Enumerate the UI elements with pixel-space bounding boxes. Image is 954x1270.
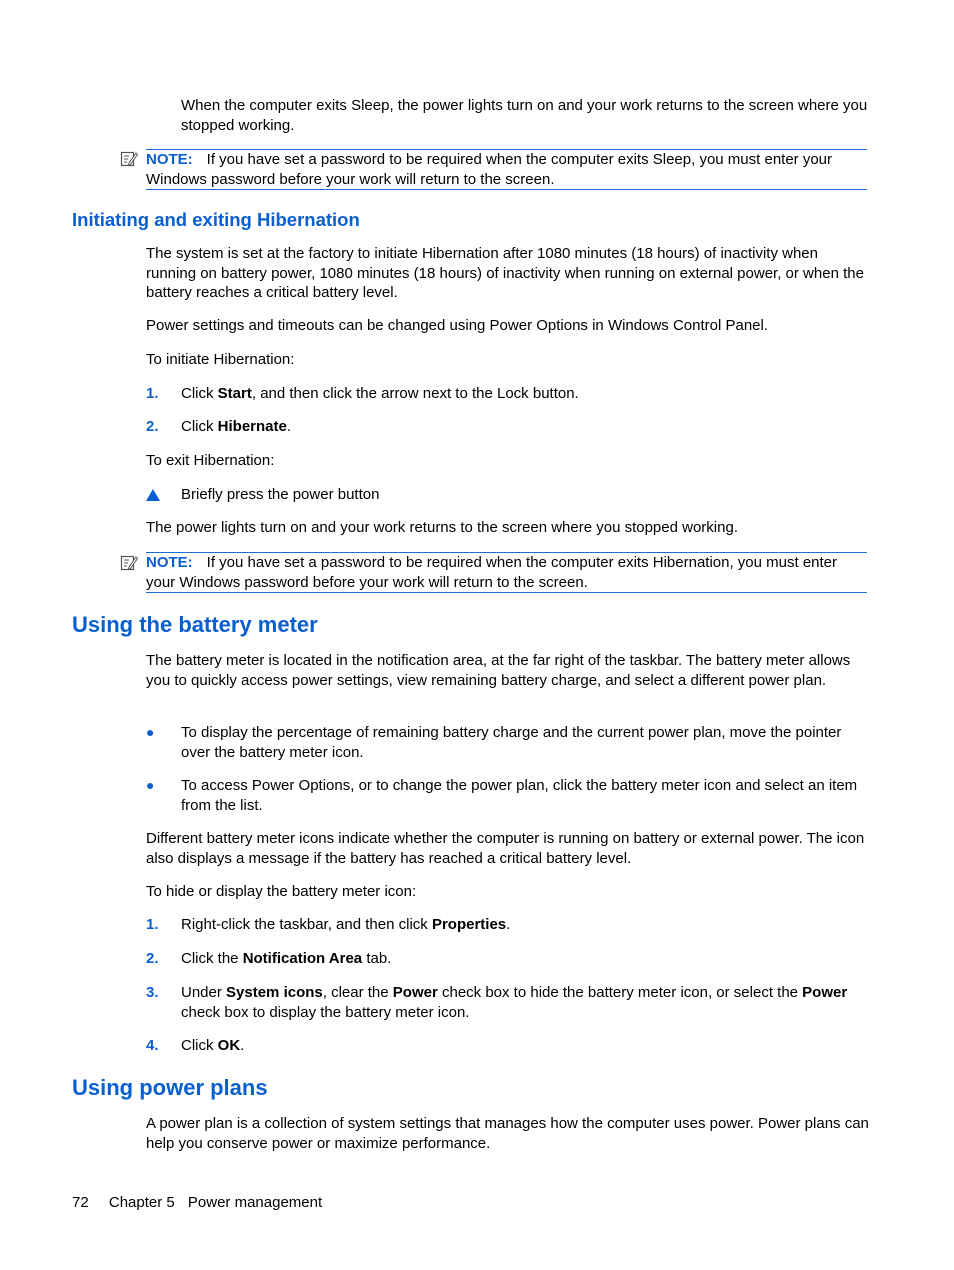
hibernation-paragraph-2: Power settings and timeouts can be changed using Power Options in Windows Control Panel.: [146, 317, 769, 334]
plans-paragraph: A power plan is a collection of system settings that manages how the computer uses power. Power plans can help you conserve power or maximize performance.: [146, 1115, 869, 1152]
note-text: If you have set a password to be required when the computer exits Hibernation, you must enter your Windows password before your work will return to the screen.: [146, 554, 838, 591]
hibernation-paragraph-1: The system is set at the factory to initiate Hibernation after 1080 minutes (18 hours) of inactivity when running on battery power, 1080 minutes (18 hours) of inactivity when running on external power, or when the battery reaches a critical battery level.: [146, 245, 864, 301]
note-label: NOTE:: [146, 554, 193, 571]
step-number: 1.: [146, 916, 159, 933]
bullet-item: To access Power Options, or to change the power plan, click the battery meter icon and select an item from the list.: [181, 777, 858, 814]
section-heading-battery-meter: Using the battery meter: [72, 612, 318, 637]
note-label: NOTE:: [146, 151, 193, 168]
bullet-dot-icon: ●: [146, 724, 155, 740]
result-paragraph: The power lights turn on and your work returns to the screen where you stopped working.: [146, 519, 738, 536]
triangle-bullet-icon: [146, 489, 160, 501]
note-box-hibernation: [146, 552, 867, 593]
step-item-system-icons: Under System icons, clear the Power check box to hide the battery meter icon, or select the Power check box to display the battery meter icon.: [181, 984, 848, 1021]
page-number: 72: [72, 1194, 89, 1211]
step-item-hibernate: Click Hibernate.: [181, 418, 292, 435]
chapter-title: Power management: [187, 1194, 323, 1211]
note-icon: [120, 554, 138, 572]
hide-label: To hide or display the battery meter icon:: [146, 883, 417, 900]
bullet-dot-icon: ●: [146, 777, 155, 793]
exit-step: Briefly press the power button: [181, 486, 380, 503]
chapter-label: Chapter 5: [108, 1194, 175, 1211]
section-heading-hibernation: Initiating and exiting Hibernation: [72, 209, 360, 230]
step-item-notification-area: Click the Notification Area tab.: [181, 950, 392, 967]
battery-paragraph-2: Different battery meter icons indicate whether the computer is running on battery or external power. The icon also displays a message if the battery has reached a critical battery level.: [146, 830, 865, 867]
step-number: 2.: [146, 950, 159, 967]
step-item-ok: Click OK.: [181, 1037, 245, 1054]
section-heading-power-plans: Using power plans: [72, 1075, 268, 1100]
intro-paragraph: When the computer exits Sleep, the power lights turn on and your work returns to the screen where you stopped working.: [181, 97, 868, 134]
battery-paragraph-1: The battery meter is located in the notification area, at the far right of the taskbar. The battery meter allows you to quickly access power settings, view remaining battery charge, and select a different power plan.: [146, 652, 851, 689]
bullet-item: To display the percentage of remaining battery charge and the current power plan, move the pointer over the battery meter icon.: [181, 724, 842, 761]
step-number: 3.: [146, 984, 159, 1001]
note-box-sleep: [146, 149, 867, 190]
step-number: 4.: [146, 1037, 159, 1054]
step-item-start: Click Start, and then click the arrow next to the Lock button.: [181, 385, 579, 402]
page-footer: [72, 1193, 322, 1213]
exit-label: To exit Hibernation:: [146, 452, 275, 469]
step-number: 1.: [146, 385, 159, 402]
step-item-properties: Right-click the taskbar, and then click Properties.: [181, 916, 511, 933]
note-icon: [120, 150, 138, 168]
step-number: 2.: [146, 418, 159, 435]
initiate-label: To initiate Hibernation:: [146, 351, 295, 368]
note-text: If you have set a password to be required when the computer exits Sleep, you must enter your Windows password before your work will return to the screen.: [146, 151, 833, 188]
